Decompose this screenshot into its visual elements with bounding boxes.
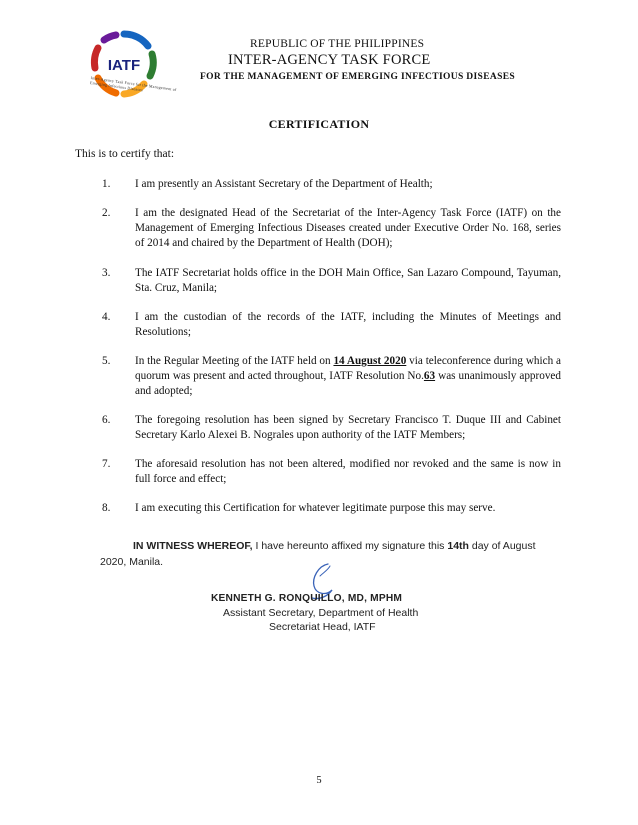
item-text-part: In the Regular Meeting of the IATF held on — [135, 355, 334, 367]
logo-ring-segment — [104, 35, 116, 40]
item-text: The IATF Secretariat holds office in the DOH Main Office, San Lazaro Compound, Tayuman, Sta. Cruz, Manila; — [135, 267, 561, 294]
item-text: The foregoing resolution has been signed by Secretary Francisco T. Duque III and Cabinet Secretary Karlo Alexei B. Nograles upon authority of the IATF Members; — [135, 414, 561, 441]
witness-text: I have hereunto affixed my signature this — [252, 540, 448, 552]
meeting-date: 14 August 2020 — [333, 355, 407, 367]
signatory-title: Assistant Secretary, Department of Health — [223, 607, 419, 619]
logo-ring-segment — [124, 34, 148, 46]
logo-ring-segment — [94, 48, 98, 68]
header-agency: INTER-AGENCY TASK FORCE — [228, 52, 431, 68]
item-number: 7. — [102, 458, 111, 470]
item-number: 2. — [102, 207, 111, 219]
header-republic: REPUBLIC OF THE PHILIPPINES — [250, 38, 425, 50]
item-text: I am the designated Head of the Secretariat of the Inter-Agency Task Force (IATF) on the Management of Emerging Infectious Diseases created under Executive Order No. 168, series of 2014 and chaired by the Department of Health (DOH); — [135, 207, 561, 249]
witness-text: day of August 2020, Manila. — [100, 540, 536, 568]
item-number: 6. — [102, 414, 111, 426]
item-text: I am executing this Certification for whatever legitimate purpose this may serve. — [135, 502, 496, 514]
page-number: 5 — [316, 775, 322, 786]
witness-day: 14th — [447, 540, 469, 552]
logo-ring-segment — [150, 54, 153, 76]
signatory-title: Secretariat Head, IATF — [269, 621, 376, 633]
item-text: The aforesaid resolution has not been altered, modified nor revoked and the same is now in full force and effect; — [135, 458, 561, 485]
intro-text: This is to certify that: — [75, 148, 175, 160]
logo-tagline: Inter-Agency Task Force for the Management of Emerging Infectious Diseases — [89, 75, 177, 93]
item-text: I am the custodian of the records of the IATF, including the Minutes of Meetings and Resolutions; — [135, 311, 561, 338]
item-number: 5. — [102, 355, 111, 367]
item-number: 8. — [102, 502, 111, 514]
header-subtitle: FOR THE MANAGEMENT OF EMERGING INFECTIOUS DISEASES — [200, 72, 516, 82]
resolution-number: 63 — [423, 370, 436, 382]
item-text-part: via teleconference during which a quorum was present and acted throughout, IATF Resolution No. — [135, 355, 561, 382]
item-number: 3. — [102, 267, 111, 279]
certification-title: CERTIFICATION — [268, 117, 370, 131]
item-text — [135, 354, 561, 399]
item-text-part: was unanimously approved and adopted; — [135, 370, 561, 397]
item-text: I am presently an Assistant Secretary of the Department of Health; — [135, 178, 433, 190]
item-number: 4. — [102, 311, 111, 323]
item-number: 1. — [102, 178, 111, 190]
logo-text: IATF — [107, 57, 141, 74]
witness-lead: IN WITNESS WHEREOF, — [133, 540, 253, 552]
signatory-name: KENNETH G. RONQUILLO, MD, MPHM — [211, 593, 403, 604]
